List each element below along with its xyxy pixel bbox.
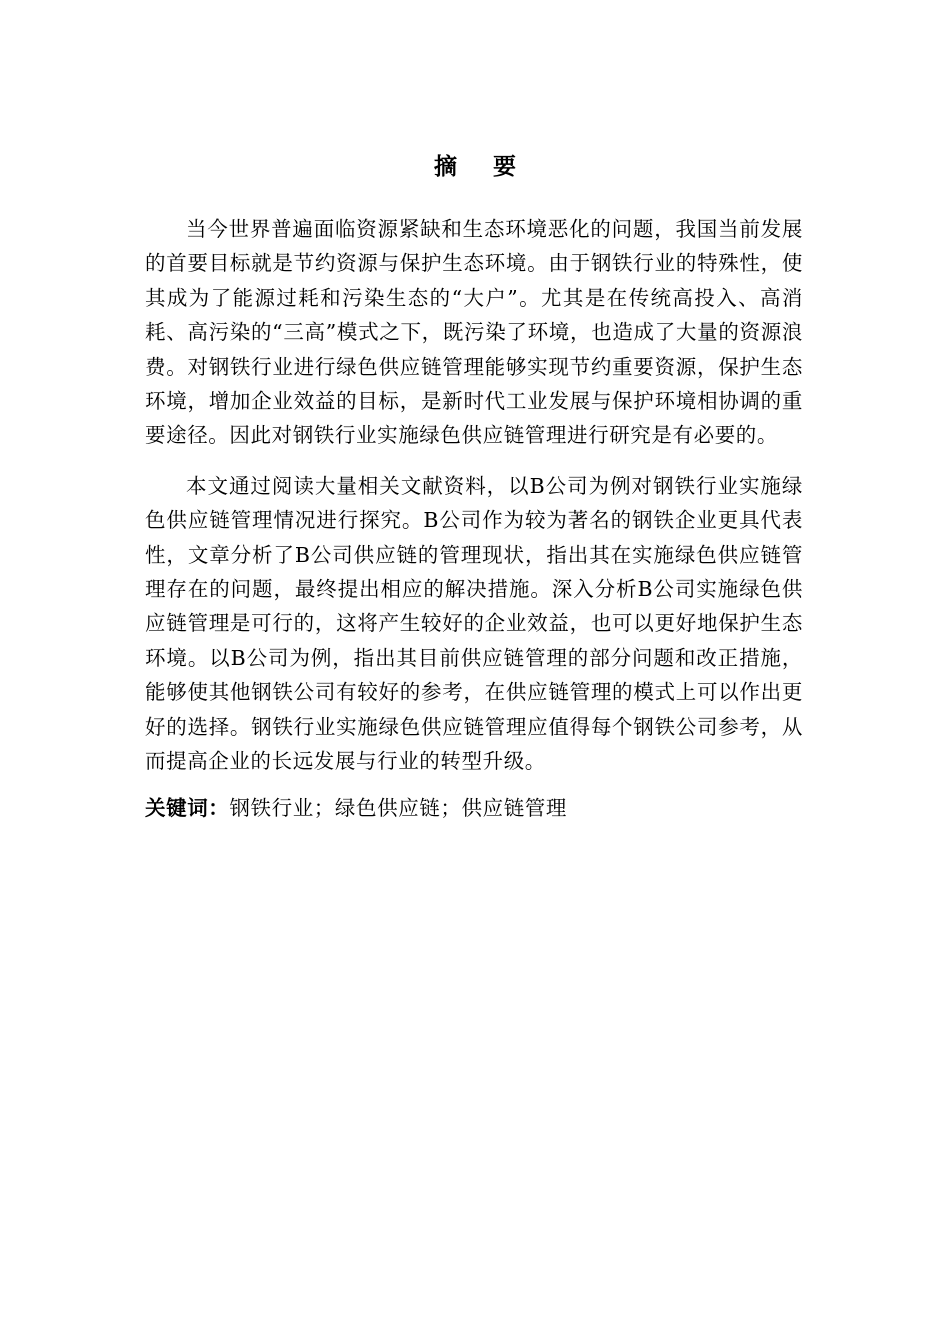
keywords-line — [145, 791, 803, 825]
abstract-paragraph-1: 当今世界普遍面临资源紧缺和生态环境恶化的问题，我国当前发展的首要目标就是节约资源与保护生态环境。由于钢铁行业的特殊性，使其成为了能源过耗和污染生态的“大户”。尤其是在传统高投入、高消耗、高污染的“三高”模式之下，既污染了环境，也造成了大量的资源浪费。对钢铁行业进行绿色供应链管理能够实现节约重要资源，保护生态环境，增加企业效益的目标，是新时代工业发展与保护环境相协调的重要途径。因此对钢铁行业实施绿色供应链管理进行研究是有必要的。 — [145, 217, 803, 448]
keywords-label: 关键词： — [145, 795, 230, 820]
abstract-body — [145, 212, 803, 825]
abstract-paragraph-2: 本文通过阅读大量相关文献资料，以B公司为例对钢铁行业实施绿色供应链管理情况进行探究。B公司作为较为著名的钢铁企业更具代表性，文章分析了B公司供应链的管理现状，指出其在实施绿色供应链管理存在的问题，最终提出相应的解决措施。深入分析B公司实施绿色供应链管理是可行的，这将产生较好的企业效益，也可以更好地保护生态环境。以B公司为例，指出其目前供应链管理的部分问题和改正措施，能够使其他钢铁公司有较好的参考，在供应链管理的模式上可以作出更好的选择。钢铁行业实施绿色供应链管理应值得每个钢铁公司参考，从而提高企业的长远发展与行业的转型升级。 — [145, 473, 803, 774]
page-title: 摘要 — [434, 154, 552, 180]
keywords-text: 钢铁行业；绿色供应链；供应链管理 — [229, 795, 568, 820]
